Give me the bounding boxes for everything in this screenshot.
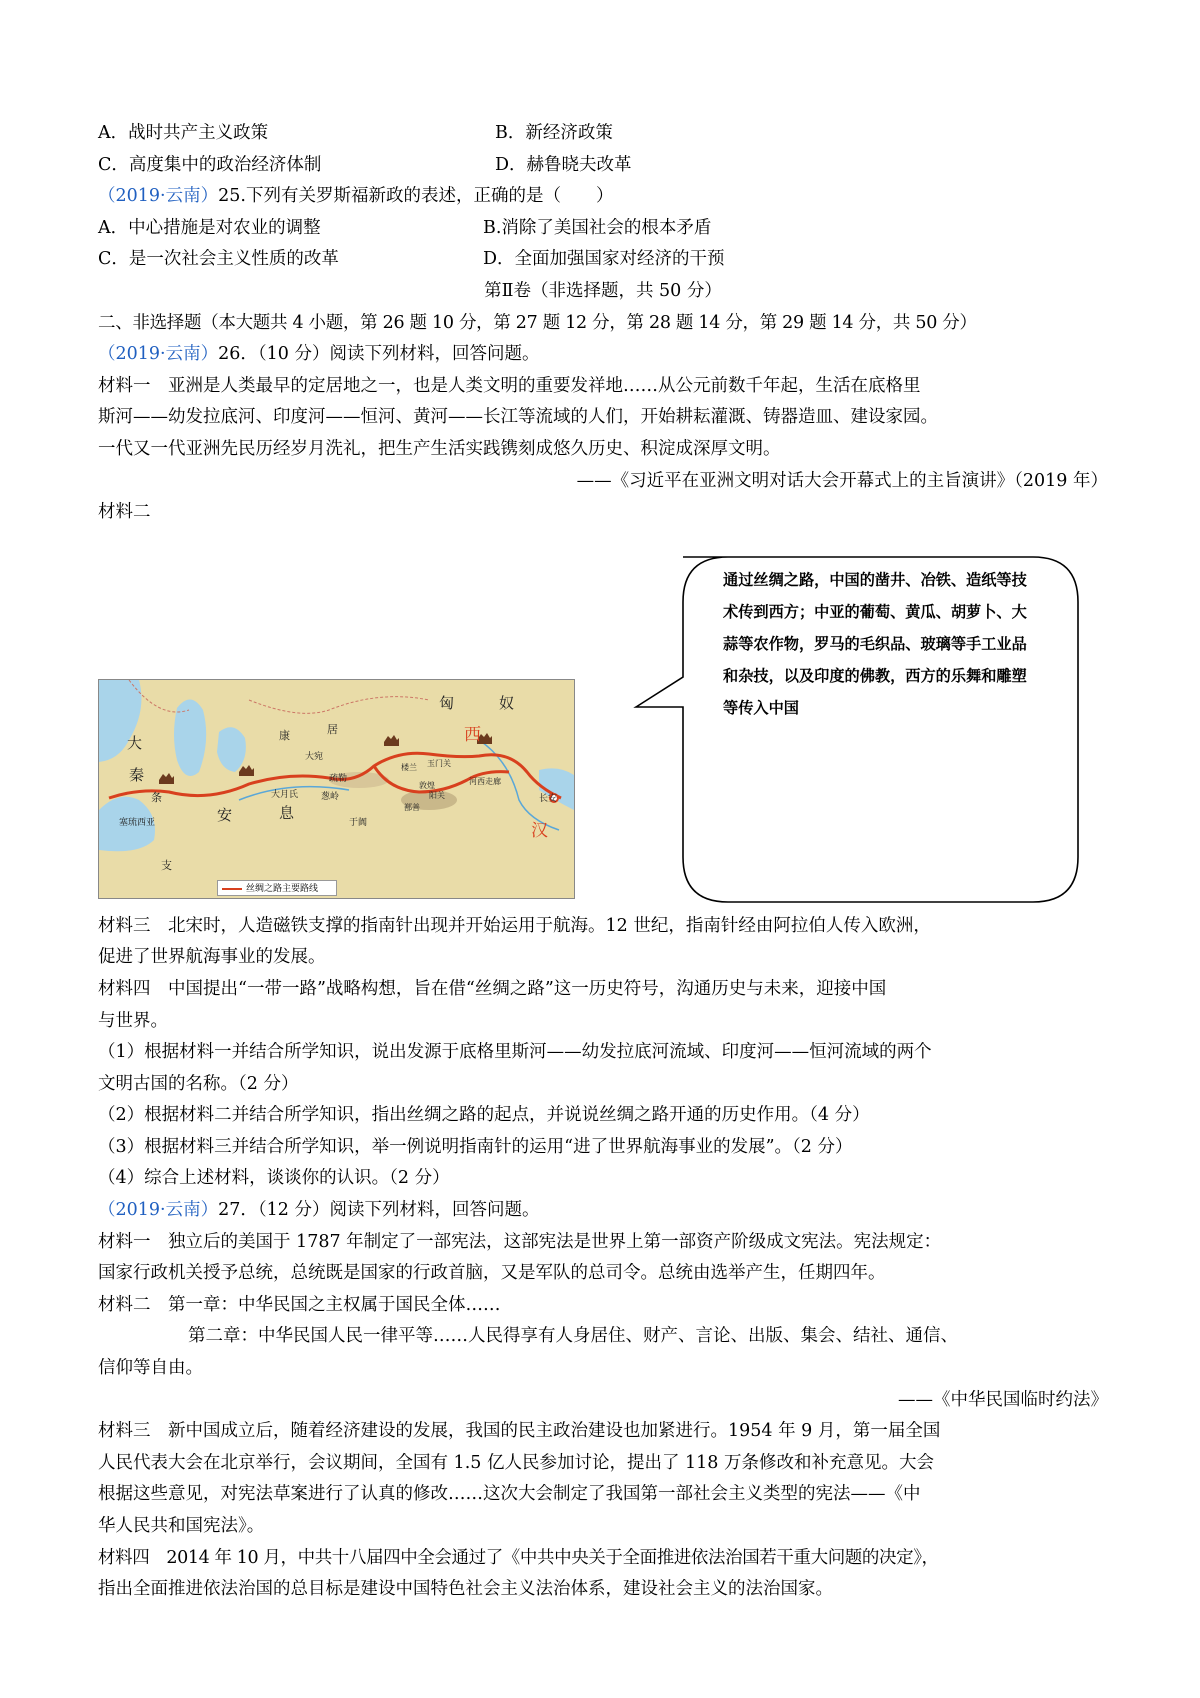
q25-options-row2: [98, 244, 1108, 276]
map-label-an: 安: [217, 805, 233, 824]
q27-material2-line3: 信仰等自由。: [98, 1358, 203, 1379]
q24-option-a: A．战时共产主义政策: [98, 123, 269, 143]
q24-option-b: B．新经济政策: [495, 123, 613, 143]
q25-stem-text: 25.下列有关罗斯福新政的表述，正确的是（ ）: [218, 186, 614, 207]
q25-stem: [98, 181, 1108, 213]
q26-material1-line2: 斯河——幼发拉底河、印度河——恒河、黄河——长江等流域的人们，开始耕耘灌溉、铸器造皿、建设家园。: [98, 407, 938, 428]
q26-material1-line1: 材料一 亚洲是人类最早的定居地之一，也是人类文明的重要发祥地……从公元前数千年起，生活在底格里: [98, 375, 921, 396]
q27-material4-line2: 指出全面推进依法治国的总目标是建设中国特色社会主义法治体系，建设社会主义的法治国家。: [98, 1579, 833, 1600]
q27-material1-line1: 材料一 独立后的美国于 1787 年制定了一部宪法，这部宪法是世界上第一部资产阶级成文宪法。宪法规定：: [98, 1231, 942, 1252]
q27-material2-line1: 材料二 第一章：中华民国之主权属于国民全体……: [98, 1294, 501, 1315]
bubble-line-2: 术传到西方；中亚的葡萄、黄瓜、胡萝卜、大: [723, 602, 1027, 621]
map-label-xiongnu-1: 匈: [439, 693, 455, 712]
q26-material1-source: ——《习近平在亚洲文明对话大会开幕式上的主旨演讲》（2019 年）: [576, 470, 1108, 491]
map-label-zhi: 支: [161, 858, 172, 872]
q26-material3-line1: 材料三 北宋时，人造磁铁支撑的指南针出现并开始运用于航海。12 世纪，指南针经由阿拉伯人传入欧洲，: [98, 915, 931, 936]
q26-sub1-line1: （1）根据材料一并结合所学知识，说出发源于底格里斯河——幼发拉底河流域、印度河——恒河流域的两个: [98, 1042, 932, 1063]
q25-option-d: D．全面加强国家对经济的干预: [483, 249, 725, 270]
q25-option-b: B.消除了美国社会的根本矛盾: [483, 217, 712, 238]
q25-option-c: C．是一次社会主义性质的改革: [98, 249, 339, 270]
q26-material4-line1: 材料四 中国提出“一带一路”战略构想，旨在借“丝绸之路”这一历史符号，沟通历史与未来，迎接中国: [98, 978, 887, 999]
map-label-tiao: 条: [151, 790, 162, 804]
bubble-line-1: 通过丝绸之路，中国的凿井、冶铁、造纸等技: [723, 570, 1027, 589]
bubble-line-4: 和杂技，以及印度的佛教，西方的乐舞和雕塑: [723, 666, 1027, 685]
q27-material3-line2: 人民代表大会在北京举行，会议期间，全国有 1.5 亿人民参加讨论，提出了 118 万条修改和补充意见。大会: [98, 1452, 934, 1473]
map-label-dunhuang: 敦煌: [419, 780, 435, 790]
q26-material2-label: 材料二: [98, 502, 151, 523]
map-label-dawan: 大宛: [305, 751, 324, 762]
map-label-yangguan: 阳关: [429, 790, 445, 800]
map-label-yutian: 于阗: [349, 817, 368, 828]
bubble-line-5: 等传入中国: [723, 698, 799, 717]
map-label-changan: 长安: [539, 793, 558, 804]
q26-sub3: （3）根据材料三并结合所学知识，举一例说明指南针的运用“进了世界航海事业的发展”。（2 分）: [98, 1136, 853, 1157]
map-label-kang: 康: [279, 728, 290, 742]
section2-intro: 二、非选择题（本大题共 4 小题，第 26 题 10 分，第 27 题 12 分，第 28 题 14 分，第 29 题 14 分，共 50 分）: [98, 312, 977, 333]
q25-source-tag: （2019·云南）: [98, 186, 219, 207]
silk-road-figure: [98, 529, 1108, 911]
bubble-text: [723, 564, 1083, 724]
q27-material1-line2: 国家行政机关授予总统，总统既是国家的行政首脑，又是军队的总司令。总统由选举产生，任期四年。: [98, 1263, 886, 1284]
q27-material2-line2: 第二章：中华民国人民一律平等……人民得享有人身居住、财产、言论、出版、集会、结社、通信、: [188, 1326, 958, 1347]
q26-stem: [98, 339, 1108, 371]
q26-sub4: （4）综合上述材料，谈谈你的认识。（2 分）: [98, 1168, 450, 1189]
silk-road-map: [98, 679, 575, 899]
q26-sub2: （2）根据材料二并结合所学知识，指出丝绸之路的起点，并说说丝绸之路开通的历史作用。（4 分）: [98, 1105, 870, 1126]
q27-material3-line3: 根据这些意见，对宪法草案进行了认真的修改……这次大会制定了我国第一部社会主义类型的宪法——《中: [98, 1484, 921, 1505]
q24-options-row2: [98, 150, 1108, 182]
map-label-shanshan: 鄯善: [404, 802, 420, 812]
map-label-ju: 居: [327, 722, 338, 736]
q25-options-row1: [98, 213, 1108, 245]
q27-material4-line1: 材料四 2014 年 10 月，中共十八届四中全会通过了《中共中央关于全面推进依法治国若干重大问题的决定》，: [98, 1547, 939, 1568]
q26-source-tag: （2019·云南）: [98, 344, 219, 365]
q26-material1-line3: 一代又一代亚洲先民历经岁月洗礼，把生产生活实践镌刻成悠久历史、积淀成深厚文明。: [98, 438, 781, 459]
q25-option-a: A．中心措施是对农业的调整: [98, 217, 321, 238]
map-label-loulan: 楼兰: [401, 762, 417, 772]
exam-page: [98, 118, 1108, 1606]
map-legend: 丝绸之路主要路线: [217, 880, 337, 896]
map-label-xi-han-1: 西: [464, 724, 481, 745]
map-label-qin: 秦: [129, 765, 145, 784]
map-label-da: 大: [127, 733, 143, 752]
q24-option-d: D．赫鲁晓夫改革: [495, 154, 632, 175]
q27-stem: [98, 1195, 1108, 1227]
map-label-dayuezhi: 大月氏: [271, 789, 299, 800]
map-label-seleucia: 塞琉西亚: [119, 817, 156, 828]
q24-option-c: C．高度集中的政治经济体制: [98, 154, 322, 175]
q27-material2-source: ——《中华民国临时约法》: [898, 1389, 1108, 1410]
map-label-congling: 葱岭: [321, 791, 340, 802]
q27-source-tag: （2019·云南）: [98, 1200, 219, 1221]
q26-sub1-line2: 文明古国的名称。（2 分）: [98, 1073, 299, 1094]
q27-material3-line1: 材料三 新中国成立后，随着经济建设的发展，我国的民主政治建设也加紧进行。1954 年 9 月，第一届全国: [98, 1421, 941, 1442]
bubble-line-3: 蒜等农作物，罗马的毛织品、玻璃等手工业品: [723, 634, 1027, 653]
map-label-shule: 疏勒: [329, 773, 348, 784]
q24-options-row1: [98, 118, 1108, 150]
map-label-xi-han-2: 汉: [531, 820, 548, 841]
map-label-xiongnu-2: 奴: [499, 693, 515, 712]
map-label-yumenguan: 玉门关: [427, 758, 451, 768]
map-label-xi: 息: [279, 803, 295, 822]
q26-stem-text: 26．（10 分）阅读下列材料，回答问题。: [218, 344, 540, 365]
map-label-hexi: 河西走廊: [469, 776, 501, 786]
q26-material3-line2: 促进了世界航海事业的发展。: [98, 947, 326, 968]
q27-material3-line4: 华人民共和国宪法》。: [98, 1516, 265, 1536]
q27-stem-text: 27．（12 分）阅读下列材料，回答问题。: [218, 1200, 540, 1221]
section2-title: 第Ⅱ卷（非选择题，共 50 分）: [484, 280, 722, 301]
q26-material4-line2: 与世界。: [98, 1010, 168, 1031]
